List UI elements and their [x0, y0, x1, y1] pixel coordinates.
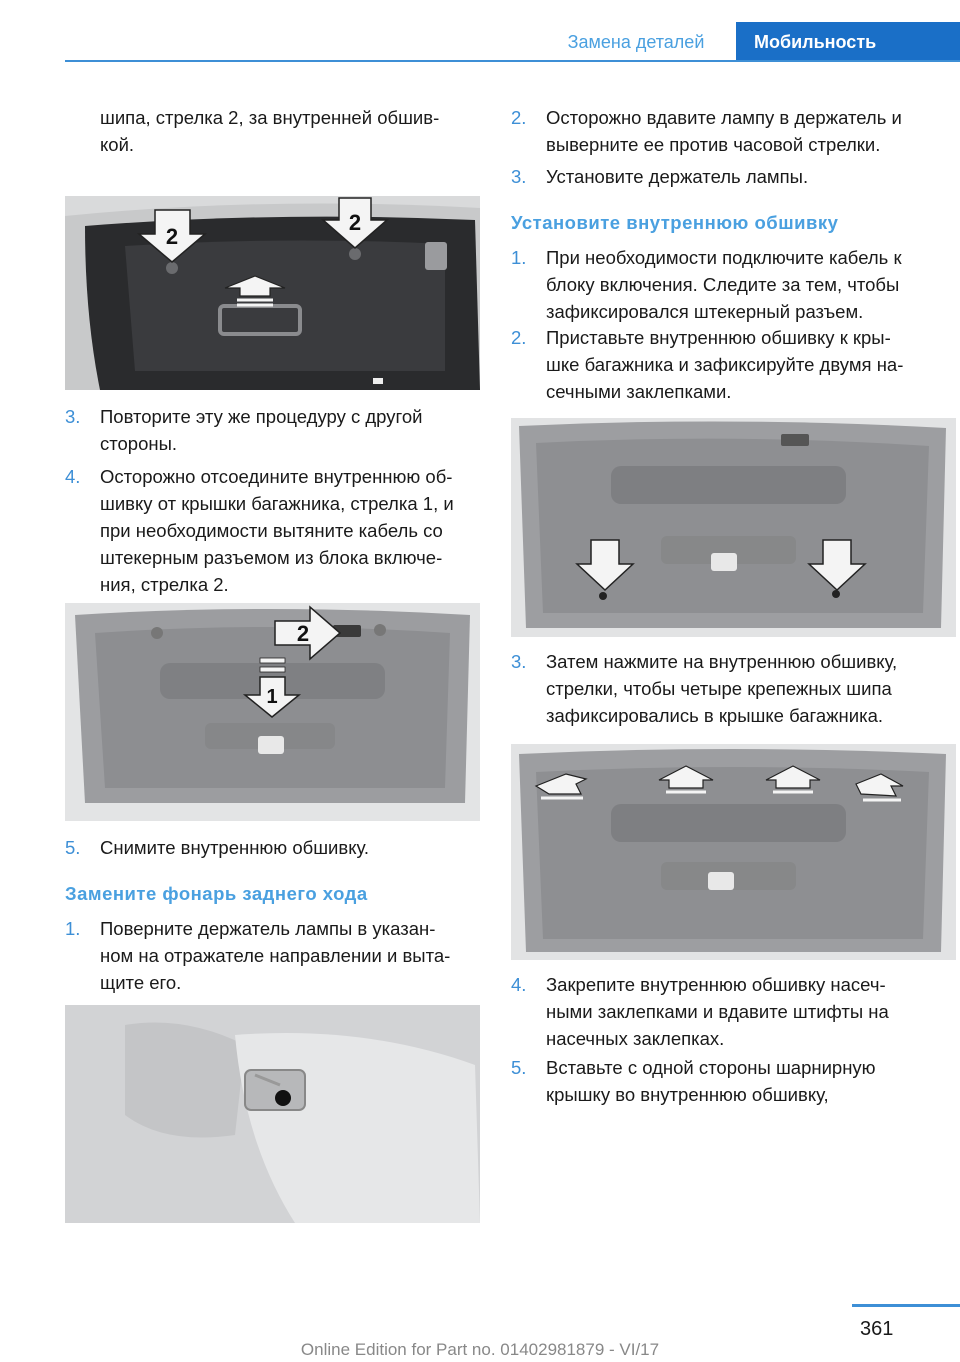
lamp-holder-photo — [65, 1005, 480, 1223]
liner-photo-up-arrows — [511, 744, 956, 960]
step-number: 5. — [65, 837, 81, 858]
step-line: ния, стрелка 2. — [100, 574, 229, 595]
arrow-label: 2 — [348, 210, 362, 235]
step-line: Снимите внутреннюю обшивку. — [100, 837, 370, 858]
step-line: Поверните держатель лампы в указан‐ — [100, 918, 436, 939]
trunk-photo-2 — [65, 603, 480, 821]
intro-line: шипа, стрелка 2, за внутренней обшив‐ — [100, 107, 440, 128]
header-rule — [65, 60, 960, 62]
trunk-photo-1 — [65, 196, 480, 390]
liner-photo-down-arrows — [511, 418, 956, 637]
step-line: стрелки, чтобы четыре крепежных шипа — [546, 678, 892, 699]
step-number: 4. — [511, 974, 527, 995]
step-number: 3. — [511, 651, 527, 672]
footer-edition: Online Edition for Part no. 01402981879 - VI/17 — [300, 1340, 660, 1359]
step-line: Закрепите внутреннюю обшивку насеч‐ — [546, 974, 886, 995]
step-line: при необходимости вытяните кабель со — [100, 520, 443, 541]
page-number: 361 — [860, 1318, 894, 1340]
step-line: сечными заклепками. — [546, 381, 732, 402]
step-line: штекерным разъемом из блока включе‐ — [100, 547, 443, 568]
step-line: ном на отражателе направлении и выта‐ — [100, 945, 451, 966]
step-number: 1. — [65, 918, 81, 939]
step-line: насечных заклепках. — [546, 1028, 725, 1049]
arrow-label: 2 — [296, 621, 310, 646]
section-title-install-liner: Установите внутреннюю обшивку — [511, 212, 839, 233]
step-number: 2. — [511, 107, 527, 128]
step-line: блоку включения. Следите за тем, чтобы — [546, 274, 900, 295]
header-tab-mobility[interactable]: Мобильность — [736, 22, 960, 62]
step-line: Затем нажмите на внутреннюю обшивку, — [546, 651, 898, 672]
step-line: зафиксировались в крышке багажника. — [546, 705, 884, 726]
step-line: Осторожно отсоедините внутреннюю об‐ — [100, 466, 453, 487]
step-number: 1. — [511, 247, 527, 268]
intro-text — [100, 104, 439, 158]
footer-rule — [852, 1304, 960, 1307]
step-line: Приставьте внутреннюю обшивку к кры‐ — [546, 327, 891, 348]
step-line: Вставьте с одной стороны шарнирную — [546, 1057, 876, 1078]
step-number: 4. — [65, 466, 81, 487]
step-line: зафиксировался штекерный разъем. — [546, 301, 864, 322]
step-line: щите его. — [100, 972, 182, 993]
step-line: При необходимости подключите кабель к — [546, 247, 902, 268]
intro-line: кой. — [100, 134, 135, 155]
step-line: Осторожно вдавите лампу в держатель и — [546, 107, 902, 128]
arrow-label: 2 — [165, 224, 179, 249]
step-number: 5. — [511, 1057, 527, 1078]
step-line: Повторите эту же процедуру с другой — [100, 406, 423, 427]
step-line: шивку от крышки багажника, стрелка 1, и — [100, 493, 454, 514]
step-number: 2. — [511, 327, 527, 348]
step-line: крышку во внутреннюю обшивку, — [546, 1084, 829, 1105]
section-title-replace-lamp: Замените фонарь заднего хода — [65, 883, 368, 904]
step-line: стороны. — [100, 433, 178, 454]
step-number: 3. — [511, 166, 527, 187]
step-line: Установите держатель лампы. — [546, 166, 809, 187]
step-line: шке багажника и зафиксируйте двумя на‐ — [546, 354, 904, 375]
arrow-label: 1 — [266, 686, 278, 708]
step-number: 3. — [65, 406, 81, 427]
step-line: выверните ее против часовой стрелки. — [546, 134, 881, 155]
step-line: ными заклепками и вдавите штифты на — [546, 1001, 889, 1022]
header-tab-replace-parts[interactable]: Замена деталей — [567, 32, 705, 52]
